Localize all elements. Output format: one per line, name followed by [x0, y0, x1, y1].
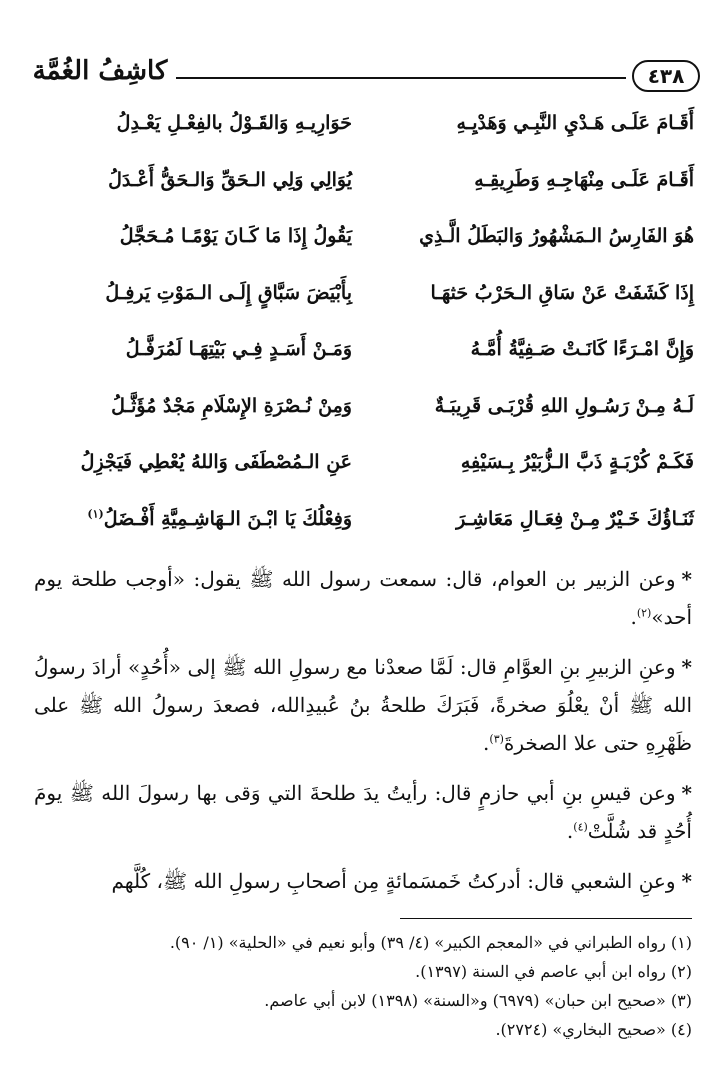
- paragraph-text: وعن الزبير بن العوام، قال: سمعت رسول الله ﷺ يقول: «أوجب طلحة يوم أحد»: [34, 567, 692, 629]
- poem-verse: [34, 381, 694, 438]
- verse-first-hemistich: إِذَا كَشَفَتْ عَنْ سَاقِ الـحَرْبُ حَثهَـا: [430, 281, 694, 304]
- poem: [34, 98, 694, 550]
- footnote-marker[interactable]: (٣): [489, 732, 504, 746]
- poem-verse: [34, 98, 694, 155]
- paragraph-end: .: [483, 731, 490, 755]
- paragraph-end: .: [566, 819, 574, 843]
- paragraph-qays-hadith: [34, 774, 692, 850]
- footnote-marker[interactable]: (٤): [573, 820, 588, 834]
- poem-verse: [34, 268, 694, 325]
- verse-first-hemistich: وَإِنَّ امْـرَءًا كَانَـتْ صَـفِيَّةُ أُمَّـهُ: [470, 338, 694, 360]
- prose-body: [34, 560, 692, 912]
- poem-verse: [34, 494, 694, 551]
- footnote-marker[interactable]: (٢): [636, 606, 652, 620]
- footnotes: [40, 928, 692, 1044]
- paragraph-text: وعن قيسِ بنِ أبي حازمٍ قال: رأيتُ يدَ طلحةَ التي وَقى بها رسولَ الله ﷺ يومَ أُحُدٍ قد شُلَّتْ: [34, 781, 692, 843]
- paragraph-text: وعنِ الزبيرِ بنِ العوَّامِ قال: لَمَّا صعدْنا مع رسولِ الله ﷺ إلى «أُحُدٍ» أرادَ رسولُ الله ﷺ أنْ يعْلُوَ صخرةً، فَبَرَكَ طلحةُ بنُ عُبيدِالله، فصعدَ رسولُ الله ﷺ على ظَهْرِهِ حتى علا الصخرةَ: [34, 655, 692, 755]
- page-header: [26, 58, 700, 98]
- footnote-2: (٢) رواه ابن أبي عاصم في السنة (١٣٩٧).: [415, 962, 692, 981]
- verse-second-hemistich: يُوَالِي وَلِي الـحَقِّ وَالـحَقُّ أَعْـدَلُ: [108, 168, 352, 191]
- verse-first-hemistich: أَقَـامَ عَلَـى مِنْهَاجِـهِ وَطَرِيقِـهِ: [474, 168, 694, 191]
- paragraph-zubair-hadith: [34, 560, 692, 636]
- verse-first-hemistich: فَكَـمْ كُرْبَـةٍ ذَبَّ الـزُّبَيْرُ بِـسَيْفِهِ: [460, 451, 694, 473]
- page-number: ٤٣٨: [632, 60, 700, 92]
- verse-text: وَفِعْلُكَ يَا ابْـنَ الـهَاشِـمِيَّةِ أَفْـضَلُ: [103, 507, 352, 530]
- paragraph-text: وعنِ الشعبي قال: أدركتُ خَمسَمائةٍ مِن أصحابِ رسولِ الله ﷺ، كُلَّهم: [111, 869, 676, 893]
- footnote-1: (١) رواه الطبراني في «المعجم الكبير» (٤/ ٣٩) وأبو نعيم في «الحلية» (١/ ٩٠).: [169, 933, 692, 952]
- poem-verse: [34, 437, 694, 494]
- star-bullet: *: [681, 869, 692, 893]
- paragraph-uhud-rock: [34, 648, 692, 762]
- star-bullet: *: [681, 781, 692, 805]
- footnote-4: (٤) «صحيح البخاري» (٢٧٢٤).: [495, 1020, 692, 1039]
- header-rule: [176, 77, 626, 79]
- verse-second-hemistich: وَمِنْ نُـصْرَةِ الإِسْلَامِ مَجْدٌ مُؤَثَّـلُ: [111, 394, 352, 417]
- star-bullet: *: [681, 655, 692, 679]
- verse-second-hemistich: عَنِ الـمُصْطَفَى وَاللهُ يُعْطِي فَيَجْزِلُ: [80, 451, 352, 473]
- paragraph-shabi: [34, 862, 692, 900]
- verse-first-hemistich: لَـهُ مِـنْ رَسُـولِ اللهِ قُرْبَـى قَرِيبَـةٌ: [434, 394, 694, 417]
- star-bullet: *: [681, 567, 692, 591]
- poem-verse: [34, 211, 694, 268]
- footnote-marker[interactable]: (١): [87, 507, 104, 521]
- verse-second-hemistich: يَقُولُ إِذَا مَا كَـانَ يَوْمًـا مُـحَجَّلُ: [119, 225, 352, 247]
- verse-first-hemistich: هُوَ الفَارِسُ الـمَشْهُورُ وَالبَطَلُ الَّـذِي: [419, 225, 694, 247]
- verse-second-hemistich: [34, 504, 352, 534]
- verse-second-hemistich: بِأَبْيَضَ سَبَّاقٍ إِلَـى الـمَوْتِ يَرفِـلُ: [105, 281, 352, 304]
- poem-verse: [34, 155, 694, 212]
- footnote-separator: [400, 918, 692, 919]
- verse-first-hemistich: أَقَـامَ عَلَـى هَـدْيِ النَّبِـي وَهَدْيِـهِ: [456, 112, 694, 134]
- book-title: كاشِفُ الغُمَّة: [32, 56, 168, 86]
- paragraph-end: .: [630, 605, 637, 629]
- footnote-3: (٣) «صحيح ابن حبان» (٦٩٧٩) و«السنة» (١٣٩٨) لابن أبي عاصم.: [264, 991, 692, 1010]
- verse-second-hemistich: وَمَـنْ أَسَـدٍ فِـي بَيْتِهَـا لَمُرَفَّـلُ: [125, 338, 352, 360]
- verse-first-hemistich: ثَنَـاؤُكَ خَـيْرٌ مِـنْ فِعَـالِ مَعَاشِـرَ: [456, 507, 694, 530]
- verse-second-hemistich: حَوَارِيـهِ وَالقَـوْلُ بالفِعْـلِ يَعْـدِلُ: [116, 112, 352, 134]
- poem-verse: [34, 324, 694, 381]
